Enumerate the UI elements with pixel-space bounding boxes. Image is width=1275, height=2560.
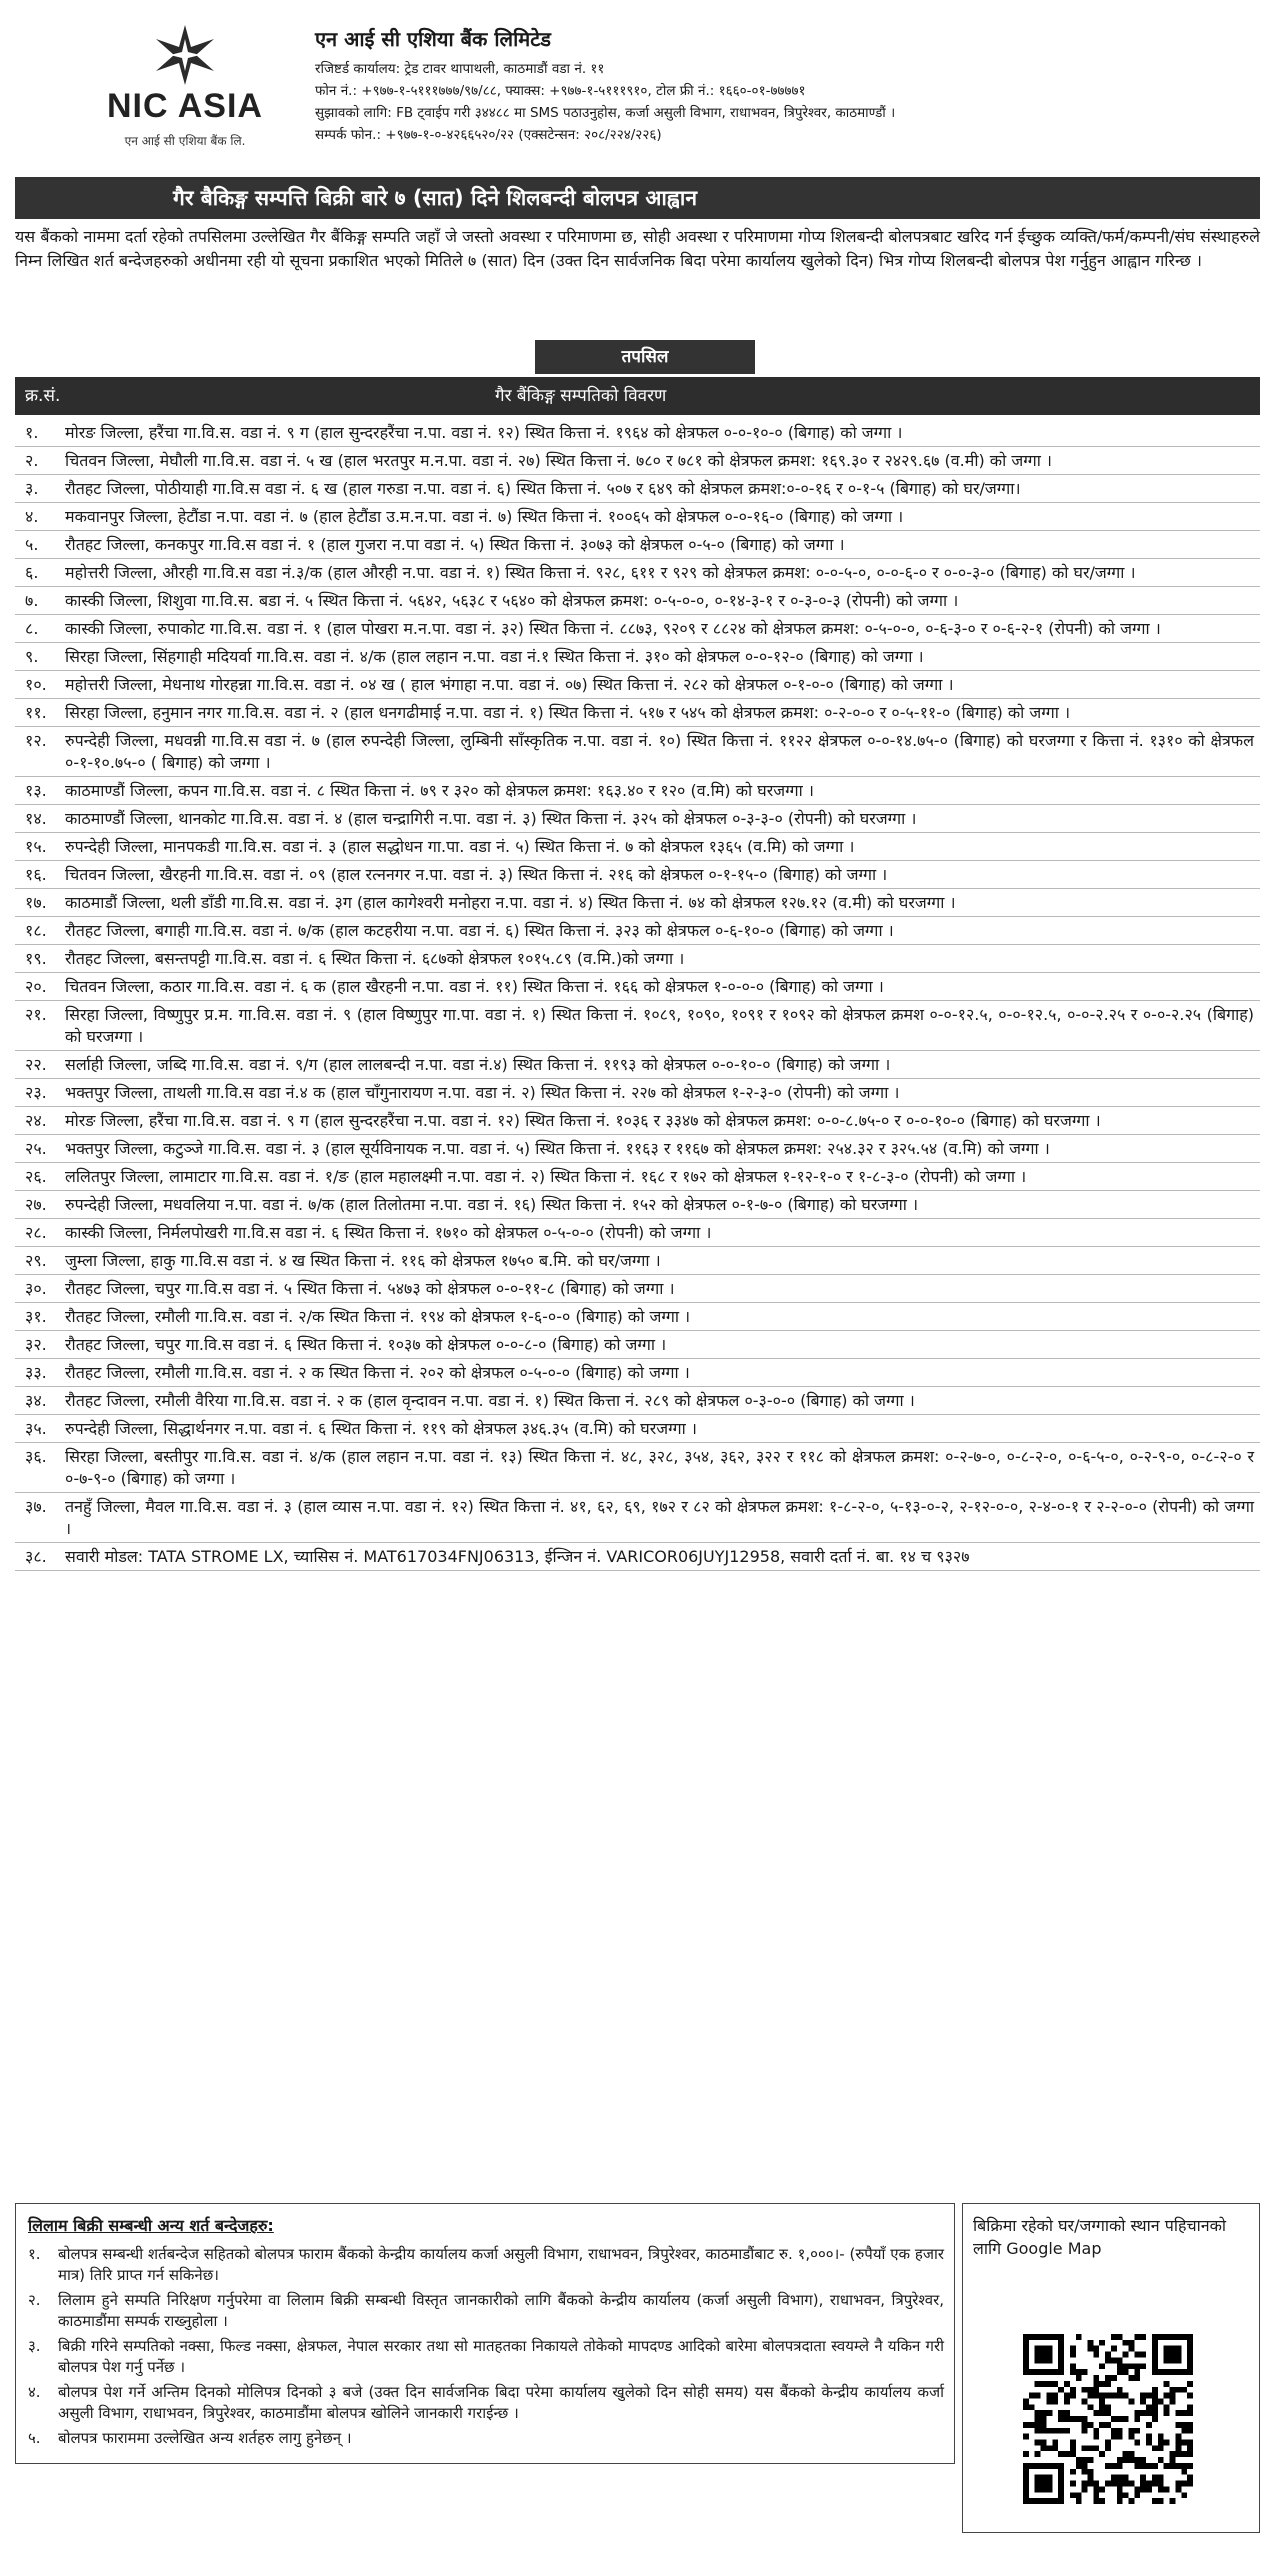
property-serial: ३२. [25,1335,47,1354]
property-serial: ३. [25,479,39,498]
property-serial: २१. [25,1005,47,1024]
property-list [15,419,1260,1571]
property-description: काठमाण्डौं जिल्ला, कपन गा.वि.स. वडा नं. ८ स्थित कित्ता नं. ७९ र ३२० को क्षेत्रफल क्रमश: १६३.४० र १२० (व.मि) को घरजग्गा । [65,781,814,800]
property-serial: २७. [25,1195,47,1214]
property-row [15,699,1260,727]
property-row [15,1079,1260,1107]
property-row [15,1387,1260,1415]
property-row [15,1001,1260,1051]
auction-conditions [15,2203,955,2464]
property-description: ललितपुर जिल्ला, लामाटार गा.वि.स. वडा नं. १/ङ (हाल महालक्ष्मी न.पा. वडा नं. २) स्थित कित्ता नं. १६८ र १७२ को क्षेत्रफल १-१२-१-० र १-८-३-० (रोपनी) को जग्गा । [65,1167,1027,1186]
property-serial: ३१. [25,1307,47,1326]
property-row [15,419,1260,447]
property-row [15,475,1260,503]
condition-serial: १. [28,2245,41,2263]
condition-item [22,2244,944,2286]
contact-line: सम्पर्क फोन.: +९७७-१-०-४२६६५२०/२२ (एक्सटेन्सन: २०८/२२४/२२६) [315,127,662,143]
condition-serial: ३. [28,2337,41,2355]
property-table-header [15,377,1260,415]
property-description: रौतहट जिल्ला, पोठीयाही गा.वि.स वडा नं. ६ ख (हाल गरुडा न.पा. वडा नं. ६) स्थित कित्ता नं. ५०७ र ६४९ को क्षेत्रफल क्रमश:०-०-१६ र ०-१-५ (बिगाह) को घर/जग्गा। [65,479,1021,498]
property-description: रौतहट जिल्ला, रमौली वैरिया गा.वि.स. वडा नं. २ क (हाल वृन्दावन न.पा. वडा नं. १) स्थित कित्ता नं. २८९ को क्षेत्रफल ०-३-०-० (बिगाह) को जग्गा । [65,1391,915,1410]
notice-page [15,15,1260,2545]
property-row [15,861,1260,889]
property-row [15,1359,1260,1387]
property-description: चितवन जिल्ला, मेघौली गा.वि.स. वडा नं. ५ ख (हाल भरतपुर म.न.पा. वडा नं. २७) स्थित कित्ता नं. ७८० र ७८१ को क्षेत्रफल क्रमश: १६९.३० र २४२९.६७ (व.मी) को जग्गा । [65,451,1052,470]
property-description: सिरहा जिल्ला, हनुमान नगर गा.वि.स. वडा नं. २ (हाल धनगढीमाई न.पा. वडा नं. १) स्थित कित्ता नं. ५१७ र ५४५ को क्षेत्रफल क्रमश: ०-२-०-० र ०-५-११-० (बिगाह) को जग्गा । [65,703,1071,722]
property-row [15,1191,1260,1219]
bank-logo [85,25,285,165]
property-serial: ९. [25,647,39,666]
property-row [15,1163,1260,1191]
property-description: सिरहा जिल्ला, विष्णुपुर प्र.म. गा.वि.स. वडा नं. ९ (हाल विष्णुपुर गा.पा. वडा नं. १) स्थित कित्ता नं. १०८९, १०९०, १०९१ र १०९२ को क्षेत्रफल क्रमश ०-०-१२.५, ०-०-१२.५, ०-०-२.२५ र ०-०-२.२५ (बिगाह) को घरजग्गा । [65,1005,1254,1046]
property-serial: २६. [25,1167,47,1186]
property-row [15,587,1260,615]
property-serial: १०. [25,675,47,694]
property-row [15,615,1260,643]
property-description: भक्तपुर जिल्ला, ताथली गा.वि.स वडा नं.४ क (हाल चाँगुनारायण न.पा. वडा नं. २) स्थित कित्ता नं. २२७ को क्षेत्रफल १-२-३-० (रोपनी) को जग्गा । [65,1083,900,1102]
property-serial: १३. [25,781,47,800]
property-serial: २८. [25,1223,47,1242]
property-row [15,805,1260,833]
property-serial: ७. [25,591,39,610]
property-row [15,503,1260,531]
property-description: रौतहट जिल्ला, रमौली गा.वि.स. वडा नं. २/क स्थित कित्ता नं. १९४ को क्षेत्रफल १-६-०-० (बिगाह) को जग्गा । [65,1307,691,1326]
property-description: कास्की जिल्ला, शिशुवा गा.वि.स. बडा नं. ५ स्थित कित्ता नं. ५६४२, ५६३८ र ५६४० को क्षेत्रफल क्रमश: ०-५-०-०, ०-१४-३-१ र ०-३-०-३ (रोपनी) को जग्गा । [65,591,959,610]
property-description: रौतहट जिल्ला, रमौली गा.वि.स. वडा नं. २ क स्थित कित्ता नं. २०२ को क्षेत्रफल ०-५-०-० (बिगाह) को जग्गा । [65,1363,690,1382]
condition-item [22,2336,944,2378]
header [15,15,1260,165]
property-row [15,889,1260,917]
condition-item [22,2290,944,2332]
property-serial: २०. [25,977,47,996]
property-description: भक्तपुर जिल्ला, कटुञ्जे गा.वि.स. वडा नं. ३ (हाल सूर्यविनायक न.पा. वडा नं. ५) स्थित कित्ता नं. ११६३ र ११६७ को क्षेत्रफल क्रमश: २५४.३२ र ३२५.५४ (व.मि) को जग्गा । [65,1139,1050,1158]
property-row [15,1415,1260,1443]
property-row [15,1443,1260,1493]
property-description: रौतहट जिल्ला, बसन्तपट्टी गा.वि.स. वडा नं. ६ स्थित कित्ता नं. ६८७को क्षेत्रफल १०१५.८९ (व.मि.)को जग्गा । [65,949,685,968]
property-row [15,833,1260,861]
condition-serial: ४. [28,2383,41,2401]
property-row [15,643,1260,671]
property-description: रौतहट जिल्ला, बगाही गा.वि.स. वडा नं. ७/क (हाल कटहरीया न.पा. वडा नं. ६) स्थित कित्ता नं. ३२३ को क्षेत्रफल ०-६-१०-० (बिगाह) को जग्गा । [65,921,894,940]
property-row [15,777,1260,805]
property-description: मोरङ जिल्ला, हरैंचा गा.वि.स. वडा नं. ९ ग (हाल सुन्दरहरैंचा न.पा. वडा नं. १२) स्थित कित्ता नं. १९६४ को क्षेत्रफल ०-०-१०-० (बिगाह) को जग्गा । [65,423,903,442]
property-row [15,973,1260,1001]
logo-wordmark: NIC ASIA [107,87,263,125]
property-serial: २९. [25,1251,47,1270]
property-row [15,917,1260,945]
details-label: तपसिल [535,340,755,374]
star-logo-icon [150,25,220,85]
property-serial: ३४. [25,1391,47,1410]
property-serial: १२. [25,731,47,750]
property-description: मोरङ जिल्ला, हरैंचा गा.वि.स. वडा नं. ९ ग (हाल सुन्दरहरैंचा न.पा. वडा नं. १२) स्थित कित्ता नं. १०३६ र ३३४७ को क्षेत्रफल क्रमश: ०-०-८.७५-० र ०-०-१०-० (बिगाह) को घरजग्गा । [65,1111,1101,1130]
property-row [15,1275,1260,1303]
property-serial: ३५. [25,1419,47,1438]
property-serial: १४. [25,809,47,828]
property-serial: १५. [25,837,47,856]
property-description: रौतहट जिल्ला, चपुर गा.वि.स वडा नं. ६ स्थित कित्ता नं. १०३७ को क्षेत्रफल ०-०-८-० (बिगाह) को जग्गा । [65,1335,667,1354]
condition-text: लिलाम हुने सम्पति निरिक्षण गर्नुपरेमा वा लिलाम बिक्री सम्बन्धी विस्तृत जानकारीको लागि बैंकको केन्द्रीय कार्यालय (कर्जा असुली विभाग), राधाभवन, त्रिपुरेश्वर, काठमाडौंमा सम्पर्क राख्नुहोला । [58,2291,944,2330]
property-serial: ८. [25,619,39,638]
bank-contact-info [315,25,1255,146]
condition-serial: २. [28,2291,41,2309]
condition-text: बोलपत्र फाराममा उल्लेखित अन्य शर्तहरु लागु हुनेछन् । [58,2429,352,2447]
registered-office: रजिष्टर्ड कार्यालय: ट्रेड टावर थापाथली, काठमाडौं वडा नं. ११ [315,61,605,77]
property-row [15,1135,1260,1163]
property-row [15,559,1260,587]
property-serial: १६. [25,865,47,884]
property-description: सर्लाही जिल्ला, जब्दि गा.वि.स. वडा नं. ९/ग (हाल लालबन्दी न.पा. वडा नं.४) स्थित कित्ता नं. ११९३ को क्षेत्रफल ०-०-१०-० (बिगाह) को जग्गा । [65,1055,891,1074]
property-description: रुपन्देही जिल्ला, सिद्धार्थनगर न.पा. वडा नं. ६ स्थित कित्ता नं. ११९ को क्षेत्रफल ३४६.३५ (व.मि) को घरजग्गा । [65,1419,697,1438]
property-row [15,1331,1260,1359]
condition-text: बोलपत्र पेश गर्ने अन्तिम दिनको मोलिपत्र दिनको ३ बजे (उक्त दिन सार्वजनिक बिदा परेमा कार्यालय खुलेको दिन सोही समय) यस बैंकको केन्द्रीय कार्यालय कर्जा असुली विभाग, राधाभवन, त्रिपुरेश्वर, काठमाडौंमा बोलपत्र खोलिने जानकारी गराईन्छ । [58,2383,944,2422]
property-description: मकवानपुर जिल्ला, हेटौंडा न.पा. वडा नं. ७ (हाल हेटौंडा उ.म.न.पा. वडा नं. ७) स्थित कित्ता नं. १००६५ को क्षेत्रफल ०-०-१६-० (बिगाह) को जग्गा । [65,507,904,526]
column-header-description: गैर बैंकिङ्ग सम्पतिको विवरण [495,386,667,406]
property-row [15,727,1260,777]
property-serial: १. [25,423,39,442]
property-description: कास्की जिल्ला, निर्मलपोखरी गा.वि.स वडा नं. ६ स्थित कित्ता नं. १७१० को क्षेत्रफल ०-५-०-० (रोपनी) को जग्गा । [65,1223,712,1242]
property-row [15,1303,1260,1331]
bank-name: एन आई सी एशिया बैंक लिमिटेड [315,27,551,51]
property-row [15,1107,1260,1135]
property-serial: २५. [25,1139,47,1158]
property-description: रुपन्देही जिल्ला, मधवन्नी गा.वि.स वडा नं. ७ (हाल रुपन्देही जिल्ला, लुम्बिनी साँस्कृतिक न.पा. वडा नं. १०) स्थित कित्ता नं. ११२२ क्षेत्रफल ०-०-१४.७५-० (बिगाह) को घरजग्गा र कित्ता नं. १३१० को क्षेत्रफल ०-१-१०.७५-० ( बिगाह) को जग्गा । [65,731,1254,772]
property-description: तनहुँ जिल्ला, मैवल गा.वि.स. वडा नं. ३ (हाल व्यास न.पा. वडा नं. १२) स्थित कित्ता नं. ४१, ६२, ६९, १७२ र ८२ को क्षेत्रफल क्रमश: १-८-२-०, ५-१३-०-२, २-१२-०-०, २-४-०-१ र २-२-०-० (रोपनी) को जग्गा । [65,1497,1254,1538]
property-description: रौतहट जिल्ला, कनकपुर गा.वि.स वडा नं. १ (हाल गुजरा न.पा वडा नं. ५) स्थित कित्ता नं. ३०७३ को क्षेत्रफल ०-५-० (बिगाह) को जग्गा । [65,535,845,554]
property-serial: १९. [25,949,47,968]
property-description: काठमाडौं जिल्ला, थली डाँडी गा.वि.स. वडा नं. ३ग (हाल कागेश्वरी मनोहरा न.पा. वडा नं. ४) स्थित कित्ता नं. ७४ को क्षेत्रफल १२७.१२ (व.मी) को घरजग्गा । [65,893,956,912]
qr-code-icon[interactable] [1023,2334,1193,2504]
property-description: सिरहा जिल्ला, सिंहगाही मदियर्वा गा.वि.स. वडा नं. ४/क (हाल लहान न.पा. वडा नं.१ स्थित कित्ता नं. ३१० को क्षेत्रफल ०-०-१२-० (बिगाह) को जग्गा । [65,647,924,666]
property-description: चितवन जिल्ला, खैरहनी गा.वि.स. वडा नं. ०९ (हाल रत्ननगर न.पा. वडा नं. ३) स्थित कित्ता नं. २१६ को क्षेत्रफल ०-१-१५-० (बिगाह) को जग्गा । [65,865,888,884]
property-description: चितवन जिल्ला, कठार गा.वि.स. वडा नं. ६ क (हाल खैरहनी न.पा. वडा नं. ११) स्थित कित्ता नं. १६६ को क्षेत्रफल १-०-०-० (बिगाह) को जग्गा । [65,977,884,996]
condition-serial: ५. [28,2429,41,2447]
property-description: महोत्तरी जिल्ला, औरही गा.वि.स वडा नं.३/क (हाल औरही न.पा. वडा नं. १) स्थित कित्ता नं. ९२८, ६११ र ९२९ को क्षेत्रफल क्रमश: ०-०-५-०, ०-०-६-० र ०-०-३-० (बिगाह) को घर/जग्गा । [65,563,1136,582]
property-description: महोत्तरी जिल्ला, मेधनाथ गोरहन्ना गा.वि.स. वडा नं. ०४ ख ( हाल भंगाहा न.पा. वडा नं. ०७) स्थित कित्ता नं. २८२ को क्षेत्रफल ०-१-०-० (बिगाह) को जग्गा । [65,675,954,694]
property-row [15,1493,1260,1543]
property-row [15,531,1260,559]
conditions-title: लिलाम बिक्री सम्बन्धी अन्य शर्त बन्देजहरु: [28,2216,274,2235]
property-serial: २. [25,451,39,470]
property-serial: ३८. [25,1547,47,1566]
property-row [15,1219,1260,1247]
property-description: रौतहट जिल्ला, चपुर गा.वि.स वडा नं. ५ स्थित कित्ता नं. ५४७३ को क्षेत्रफल ०-०-११-८ (बिगाह) को जग्गा । [65,1279,675,1298]
property-row [15,945,1260,973]
property-serial: ४. [25,507,39,526]
property-serial: २४. [25,1111,47,1130]
google-map-box [962,2203,1260,2533]
property-description: कास्की जिल्ला, रुपाकोट गा.वि.स. वडा नं. १ (हाल पोखरा म.न.पा. वडा नं. ३२) स्थित कित्ता नं. ८८७३, ९२०९ र ८८२४ को क्षेत्रफल क्रमश: ०-५-०-०, ०-६-३-० र ०-६-२-१ (रोपनी) को जग्गा । [65,619,1161,638]
intro-paragraph: यस बैंकको नाममा दर्ता रहेको तपसिलमा उल्लेखित गैर बैंकिङ्ग सम्पति जहाँ जे जस्तो अवस्था र परिमाणमा छ, सोही अवस्था र परिमाणमा गोप्य शिलबन्दी बोलपत्रबाट खरिद गर्न ईच्छुक व्यक्ति/फर्म/कम्पनी/संघ संस्थाहरुले निम्न लिखित शर्त बन्देजहरुको अधीनमा रही यो सूचना प्रकाशित भएको मितिले ७ (सात) दिन (उक्त दिन सार्वजनिक बिदा परेमा कार्यालय खुलेको दिन) भित्र गोप्य शिलबन्दी बोलपत्र पेश गर्नुहुन आह्वान गरिन्छ । [15,227,1260,270]
property-serial: ३३. [25,1363,47,1382]
property-serial: ६. [25,563,39,582]
map-caption: बिक्रिमा रहेको घर/जग्गाको स्थान पहिचानको लागि Google Map [973,2216,1227,2258]
property-row [15,1247,1260,1275]
logo-tagline: एन आई सी एशिया बैंक लि. [124,134,246,148]
condition-text: बिक्री गरिने सम्पतिको नक्सा, फिल्ड नक्सा, क्षेत्रफल, नेपाल सरकार तथा सो मातहतका निकायले तोकेको मापदण्ड आदिको बारेमा बोलपत्रदाता स्वयम्ले नै यकिन गरी बोलपत्र पेश गर्नु पर्नेछ । [58,2337,944,2376]
notice-title: गैर बैकिङ्ग सम्पत्ति बिक्री बारे ७ (सात) दिने शिलबन्दी बोलपत्र आह्वान [15,177,1260,219]
property-row [15,1543,1260,1571]
column-header-sn: क्र.सं. [25,386,61,406]
property-description: रुपन्देही जिल्ला, मधवलिया न.पा. वडा नं. ७/क (हाल तिलोतमा न.पा. वडा नं. १६) स्थित कित्ता नं. १५२ को क्षेत्रफल ०-१-७-० (बिगाह) को घरजग्गा । [65,1195,919,1214]
condition-item [22,2428,944,2449]
condition-item [22,2382,944,2424]
property-serial: ३६. [25,1447,47,1466]
property-description: रुपन्देही जिल्ला, मानपकडी गा.वि.स. वडा नं. ३ (हाल सद्धोधन गा.पा. वडा नं. ५) स्थित कित्ता नं. ७ को क्षेत्रफल १३६५ (व.मि) को जग्गा । [65,837,855,856]
property-serial: १८. [25,921,47,940]
property-serial: १७. [25,893,47,912]
property-serial: २२. [25,1055,47,1074]
property-description: सवारी मोडल: TATA STROME LX, च्यासिस नं. MAT617034FNJ06313, ईन्जिन नं. VARICOR06JUYJ12958, सवारी दर्ता नं. बा. १४ च ९३२७ [65,1547,970,1566]
property-description: जुम्ला जिल्ला, हाकु गा.वि.स वडा नं. ४ ख स्थित कित्ता नं. ११६ को क्षेत्रफल १७५० ब.मि. को घर/जग्गा । [65,1251,661,1270]
condition-text: बोलपत्र सम्बन्धी शर्तबन्देज सहितको बोलपत्र फाराम बैंकको केन्द्रीय कार्यालय कर्जा असुली विभाग, राधाभवन, त्रिपुरेश्वर, काठमाडौंबाट रु. १,०००।- (रुपैयाँ एक हजार मात्र) तिरि प्राप्त गर्न सकिनेछ। [58,2245,944,2284]
property-row [15,1051,1260,1079]
property-serial: ३७. [25,1497,47,1516]
property-serial: ५. [25,535,39,554]
property-serial: ११. [25,703,47,722]
property-row [15,671,1260,699]
conditions-list [22,2244,944,2449]
phone-line: फोन नं.: +९७७-१-५१११७७७/९७/८८, फ्याक्स: +९७७-१-५१११९१०, टोल फ्री नं.: १६६०-०१-७७७७१ [315,83,806,99]
property-serial: ३०. [25,1279,47,1298]
property-description: काठमाण्डौं जिल्ला, थानकोट गा.वि.स. वडा नं. ४ (हाल चन्द्रागिरी न.पा. वडा नं. ३) स्थित कित्ता नं. ३२५ को क्षेत्रफल ०-३-३-० (रोपनी) को घरजग्गा । [65,809,917,828]
suggestion-line: सुझावको लागि: FB ट्वाईप गरी ३४४८८ मा SMS पठाउनुहोस, कर्जा असुली विभाग, राधाभवन, त्रिपुरेश्वर, काठमाण्डौं । [315,105,896,121]
property-row [15,447,1260,475]
property-serial: २३. [25,1083,47,1102]
property-description: सिरहा जिल्ला, बस्तीपुर गा.वि.स. वडा नं. ४/क (हाल लहान न.पा. वडा नं. १३) स्थित कित्ता नं. ४८, ३२८, ३५४, ३६२, ३२२ र ११८ को क्षेत्रफल क्रमश: ०-२-७-०, ०-८-२-०, ०-६-५-०, ०-२-९-०, ०-८-२-० र ०-७-९-० (बिगाह) को जग्गा । [65,1447,1254,1488]
